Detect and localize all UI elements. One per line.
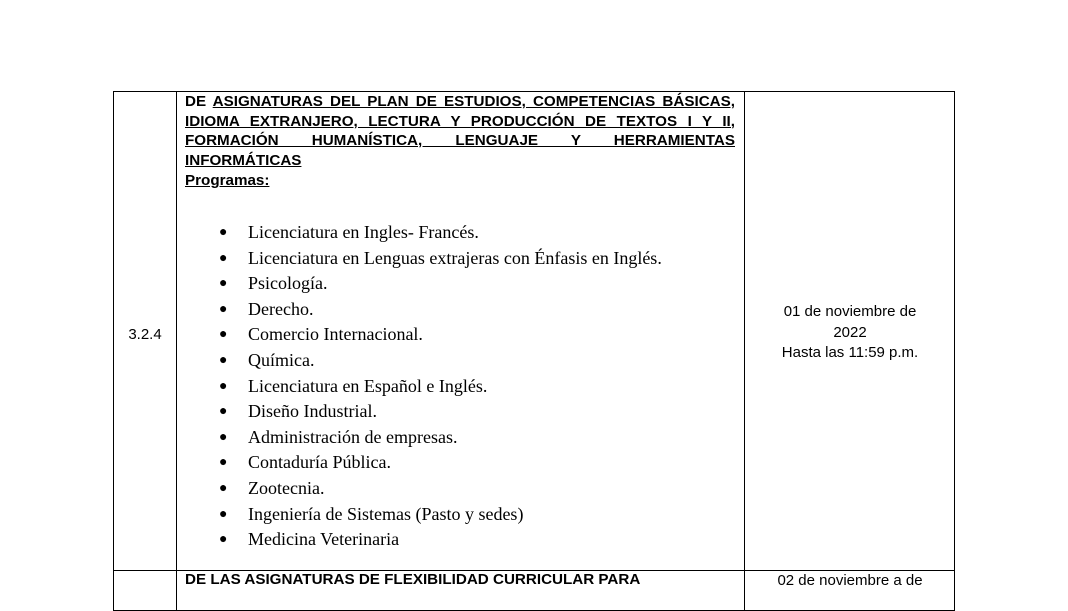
activity-title	[185, 92, 735, 170]
program-name: Medicina Veterinaria	[248, 529, 400, 550]
program-item	[206, 297, 662, 323]
deadline-line-1: 01 de noviembre de	[783, 303, 917, 320]
title-underlined: ASIGNATURAS DEL PLAN DE ESTUDIOS, COMPETENCIAS BÁSICAS, IDIOMA EXTRANJERO, LECTURA Y PRODUCCIÓN DE TEXTOS I Y II, FORMACIÓN HUMANÍSTICA, LENGUAJE Y HERRAMIENTAS INFORMÁTICAS	[185, 93, 735, 169]
program-item	[206, 271, 662, 297]
deadline-line-3: Hasta las 11:59 p.m.	[781, 344, 919, 361]
title-prefix: DE	[185, 93, 213, 110]
program-item	[206, 399, 662, 425]
next-deadline-date: 02 de noviembre a de	[777, 572, 923, 589]
bullet-icon: ●	[219, 301, 228, 317]
program-name: Licenciatura en Ingles- Francés.	[248, 222, 479, 242]
bullet-icon: ●	[219, 455, 228, 471]
program-name: Contaduría Pública.	[248, 452, 391, 473]
bullet-icon: ●	[219, 506, 228, 522]
deadline-line-2: 2022	[833, 323, 867, 341]
bullet-icon: ●	[219, 532, 228, 548]
column-divider	[176, 92, 177, 610]
item-number: 3.2.4	[128, 326, 162, 343]
program-item	[206, 450, 662, 476]
program-item	[206, 476, 662, 502]
programs-label: Programas:	[185, 172, 270, 189]
program-name: Licenciatura en Lenguas extrajeras con Énfasis en Inglés.	[248, 247, 662, 268]
bullet-icon: ●	[219, 378, 228, 394]
bullet-icon: ●	[219, 327, 228, 343]
bullet-icon: ●	[219, 404, 228, 420]
program-name: Administración de empresas.	[248, 426, 458, 447]
programs-list	[206, 220, 662, 553]
bullet-icon: ●	[219, 250, 228, 266]
schedule-table	[113, 91, 955, 611]
bullet-icon: ●	[219, 276, 228, 292]
deadline-date	[745, 302, 955, 364]
bullet-icon: ●	[219, 480, 228, 496]
program-item	[206, 220, 662, 246]
program-item	[206, 348, 662, 374]
program-item	[206, 246, 662, 272]
program-name: Psicología.	[248, 273, 328, 294]
program-name: Ingeniería de Sistemas (Pasto y sedes)	[248, 503, 524, 524]
program-name: Licenciatura en Español e Inglés.	[248, 375, 488, 396]
bullet-icon: ●	[219, 352, 228, 368]
program-name: Diseño Industrial.	[248, 401, 377, 422]
program-item	[206, 425, 662, 451]
bullet-icon: ●	[219, 225, 228, 240]
program-name: Zootecnia.	[248, 477, 325, 498]
bullet-icon: ●	[219, 429, 228, 445]
program-name: Química.	[248, 349, 315, 370]
program-item	[206, 502, 662, 528]
next-activity-title: DE LAS ASIGNATURAS DE FLEXIBILIDAD CURRICULAR PARA	[185, 571, 641, 588]
program-item	[206, 527, 662, 553]
program-item	[206, 322, 662, 348]
program-name: Derecho.	[248, 298, 314, 319]
program-name: Comercio Internacional.	[248, 324, 423, 345]
program-item	[206, 374, 662, 400]
